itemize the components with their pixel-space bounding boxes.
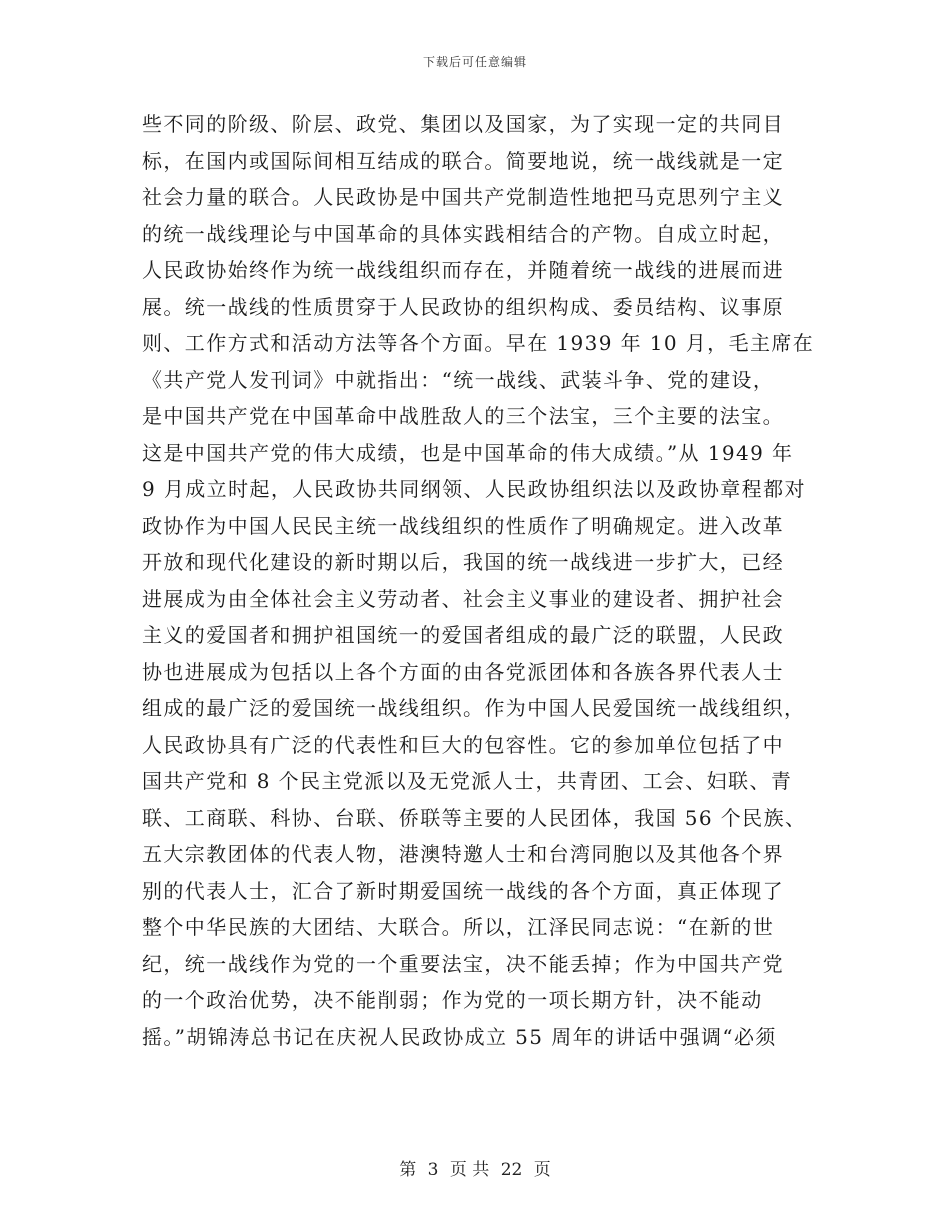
body-line: 政协作为中国人民民主统一战线组织的性质作了明确规定。进入改革 xyxy=(142,513,784,538)
body-line: 的统一战线理论与中国革命的具体实践相结合的产物。自成立时起， xyxy=(142,221,784,246)
body-line: 协也进展成为包括以上各个方面的由各党派团体和各族各界代表人士 xyxy=(142,659,784,684)
body-line: 主义的爱国者和拥护祖国统一的爱国者组成的最广泛的联盟，人民政 xyxy=(142,623,784,647)
page-header-note: 下载后可任意编辑 xyxy=(422,55,527,69)
body-line: 联、工商联、科协、台联、侨联等主要的人民团体，我国 56 个民族、 xyxy=(142,805,807,830)
footer-mid: 页 共 xyxy=(449,1160,490,1180)
body-line: 则、工作方式和活动方法等各个方面。早在 1939 年 10 月，毛主席在 xyxy=(142,331,815,355)
body-line: 社会力量的联合。人民政协是中国共产党制造性地把马克思列宁主义 xyxy=(142,185,784,209)
page-footer xyxy=(0,1155,950,1180)
document-body xyxy=(142,106,815,1055)
body-line: 组成的最广泛的爱国统一战线组织。作为中国人民爱国统一战线组织， xyxy=(142,696,806,720)
body-line: 别的代表人士，汇合了新时期爱国统一战线的各个方面，真正体现了 xyxy=(142,878,784,903)
body-line: 些不同的阶级、阶层、政党、集团以及国家，为了实现一定的共同目 xyxy=(142,112,784,136)
body-line: 进展成为由全体社会主义劳动者、社会主义事业的建设者、拥护社会 xyxy=(142,586,784,611)
body-line: 人民政协具有广泛的代表性和巨大的包容性。它的参加单位包括了中 xyxy=(142,732,784,757)
body-line: 五大宗教团体的代表人物，港澳特邀人士和台湾同胞以及其他各个界 xyxy=(142,842,784,866)
footer-suffix: 页 xyxy=(533,1160,551,1180)
body-line: 标，在国内或国际间相互结成的联合。简要地说，统一战线就是一定 xyxy=(142,148,784,173)
body-line: 整个中华民族的大团结、大联合。所以，江泽民同志说：“在新的世 xyxy=(142,915,775,939)
body-line: 摇。”胡锦涛总书记在庆祝人民政协成立 55 周年的讲话中强调“必须 xyxy=(142,1024,777,1049)
body-line: 是中国共产党在中国革命中战胜敌人的三个法宝，三个主要的法宝。 xyxy=(142,404,784,428)
body-line: 9 月成立时起，人民政协共同纲领、人民政协组织法以及政协章程都对 xyxy=(142,477,806,501)
body-line: 展。统一战线的性质贯穿于人民政协的组织构成、委员结构、议事原 xyxy=(142,294,784,319)
body-line: 人民政协始终作为统一战线组织而存在，并随着统一战线的进展而进 xyxy=(142,258,784,282)
body-line: 《共产党人发刊词》中就指出：“统一战线、武装斗争、党的建设， xyxy=(142,367,775,392)
body-line: 国共产党和 8 个民主党派以及无党派人士，共青团、工会、妇联、青 xyxy=(142,769,793,793)
body-line: 的一个政治优势，决不能削弱；作为党的一项长期方针，决不能动 xyxy=(142,988,763,1012)
page-number: 3 xyxy=(427,1160,439,1180)
footer-prefix: 第 xyxy=(399,1160,417,1180)
page-total: 22 xyxy=(500,1160,523,1180)
body-line: 这是中国共产党的伟大成绩，也是中国革命的伟大成绩。”从 1949 年 xyxy=(142,440,794,465)
body-line: 开放和现代化建设的新时期以后，我国的统一战线进一步扩大，已经 xyxy=(142,550,784,574)
body-line: 纪，统一战线作为党的一个重要法宝，决不能丢掉；作为中国共产党 xyxy=(142,951,784,976)
